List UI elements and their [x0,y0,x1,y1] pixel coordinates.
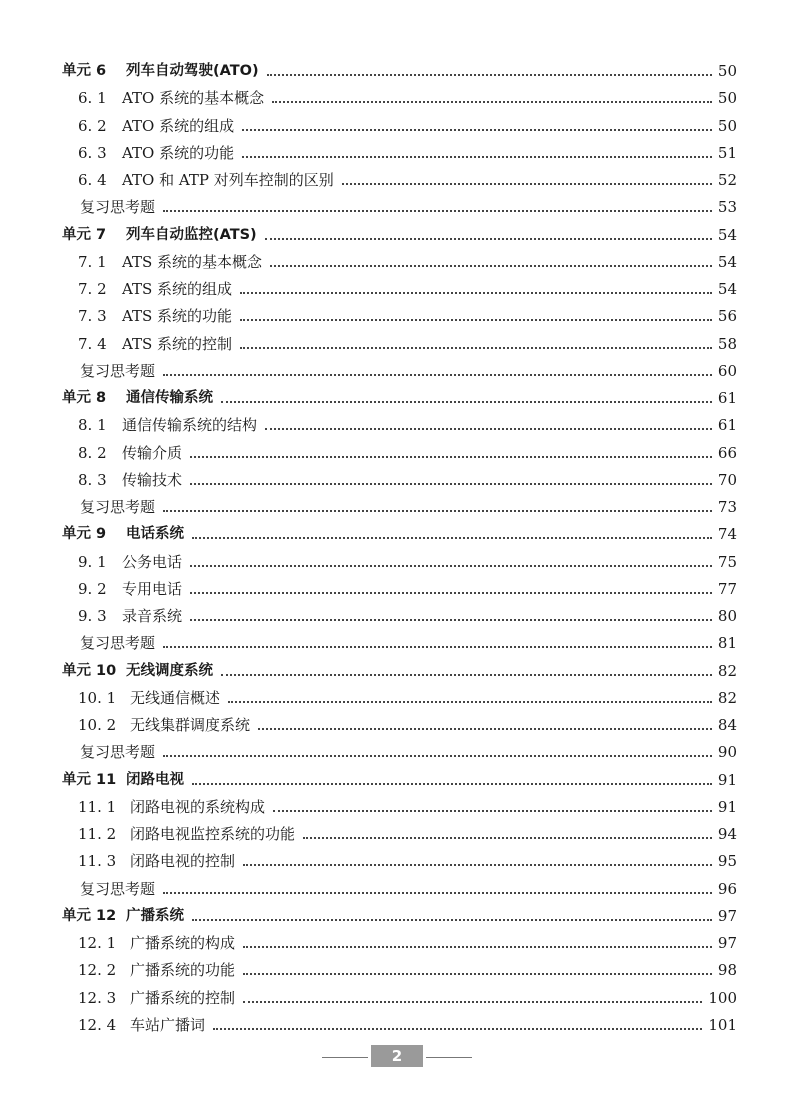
toc-entry-title: 广播系统的控制 [130,988,236,1007]
toc-entry-title: 传输技术 [122,470,183,489]
toc-entry-label [62,385,213,412]
dot-leader [163,510,712,512]
toc-section-row [0,957,790,984]
toc-entry-number: 9. 2 [78,579,107,598]
dot-leader [190,456,712,458]
toc-entry-number: 6. 2 [78,116,107,135]
toc-unit-row [0,58,790,85]
toc-entry-title: 广播系统 [126,907,184,924]
toc-review-row [0,194,790,221]
toc-entry-label [80,494,155,521]
toc-entry-label [78,303,232,330]
dot-leader [240,347,712,349]
toc-section-row [0,930,790,957]
toc-entry-label [78,930,235,957]
toc-entry-title: 无线调度系统 [126,662,213,679]
toc-entry-page: 77 [717,579,737,598]
dot-leader [303,837,712,839]
toc-entry-label [78,985,235,1012]
toc-entry-label [80,876,155,903]
toc-review-row [0,739,790,766]
toc-unit-row [0,658,790,685]
dot-leader [265,428,712,430]
toc-entry-label [78,576,182,603]
page-number-badge: 2 [371,1045,423,1067]
toc-unit-row [0,521,790,548]
toc-entry-title: 闭路电视 [126,771,184,788]
toc-entry-label [78,249,262,276]
toc-entry-number: 10. 1 [78,688,117,707]
dot-leader [242,129,712,131]
toc-section-row [0,848,790,875]
toc-entry-label [80,358,155,385]
dot-leader [221,674,712,676]
toc-section-row [0,440,790,467]
toc-entry-label [80,739,155,766]
toc-entry-label [62,521,184,548]
toc-entry-page: 98 [717,961,737,980]
dot-leader [190,619,712,621]
toc-entry-page: 80 [717,607,737,625]
dot-leader [243,973,712,975]
toc-entry-number: 单元 9 [62,526,107,543]
toc-section-row [0,821,790,848]
toc-entry-label [78,276,232,303]
toc-entry-title: 复习思考题 [80,361,156,380]
dot-leader [190,565,712,567]
toc-section-row [0,985,790,1012]
toc-section-row [0,412,790,439]
toc-entry-page: 54 [717,252,737,271]
toc-entry-number: 6. 3 [78,143,107,162]
toc-entry-title: ATO 系统的基本概念 [122,89,265,108]
toc-entry-page: 56 [717,307,737,326]
toc-entry-label [62,903,184,930]
dot-leader [243,946,712,948]
dot-leader [192,783,712,785]
toc-entry-label [78,167,334,194]
toc-entry-label [62,222,257,249]
footer-line-right [426,1057,472,1058]
toc-entry-label [62,58,259,85]
page-footer [0,1045,790,1069]
toc-entry-number: 12. 1 [78,934,117,952]
toc-entry-number: 7. 3 [78,307,107,326]
toc-entry-number: 单元 12 [62,907,117,924]
toc-entry-page: 52 [717,171,737,189]
toc-entry-number: 11. 1 [78,797,117,816]
toc-entry-number: 8. 3 [78,470,107,489]
toc-entry-page: 54 [717,225,737,244]
toc-entry-page: 100 [708,988,737,1007]
toc-entry-page: 90 [717,743,737,762]
toc-entry-number: 9. 1 [78,552,107,571]
toc-entry-label [78,821,295,848]
toc-entry-page: 53 [717,198,737,217]
toc-entry-page: 61 [717,416,737,435]
toc-entry-title: 列车自动驾驶(ATO) [126,63,259,79]
dot-leader [163,755,712,757]
dot-leader [192,919,712,921]
toc-section-row [0,276,790,303]
toc-entry-label [80,194,155,221]
toc-entry-label [78,685,220,712]
toc-review-row [0,630,790,657]
dot-leader [270,265,712,267]
toc-entry-page: 70 [717,470,737,489]
toc-review-row [0,494,790,521]
toc-entry-title: 复习思考题 [80,743,156,762]
toc-entry-page: 66 [717,443,737,462]
toc-entry-page: 50 [717,116,737,135]
toc-entry-label [78,794,265,821]
toc-entry-page: 60 [717,361,737,380]
toc-entry-page: 96 [717,879,737,898]
toc-entry-label [62,767,184,794]
toc-unit-row [0,903,790,930]
toc-entry-number: 8. 1 [78,416,107,435]
dot-leader [221,401,712,403]
dot-leader [265,238,712,240]
toc-entry-title: ATO 和 ATP 对列车控制的区别 [122,171,334,189]
toc-section-row [0,712,790,739]
toc-section-row [0,85,790,112]
toc-entry-page: 91 [717,770,737,789]
toc-entry-title: 录音系统 [122,607,183,625]
toc-entry-title: 闭路电视的控制 [130,852,236,871]
toc-entry-page: 84 [717,716,737,734]
toc-section-row [0,167,790,194]
toc-entry-label [78,113,234,140]
toc-unit-row [0,385,790,412]
toc-entry-number: 12. 2 [78,961,117,980]
toc-entry-title: 车站广播词 [130,1015,206,1034]
toc-entry-number: 单元 10 [62,662,117,679]
toc-entry-title: 闭路电视的系统构成 [130,797,266,816]
toc-entry-page: 54 [717,280,737,298]
toc-entry-page: 82 [717,661,737,680]
toc-entry-number: 7. 1 [78,252,107,271]
toc-entry-label [78,331,232,358]
toc-section-row [0,303,790,330]
dot-leader [342,183,712,185]
toc-entry-title: 公务电话 [122,552,183,571]
toc-entry-number: 6. 4 [78,171,107,189]
toc-section-row [0,603,790,630]
toc-entry-label [78,85,264,112]
toc-entry-page: 73 [717,498,737,516]
toc-entry-number: 11. 2 [78,825,117,843]
toc-entry-label [78,549,182,576]
dot-leader [242,156,712,158]
toc-entry-page: 95 [717,852,737,871]
toc-section-row [0,794,790,821]
toc-section-row [0,549,790,576]
toc-entry-number: 8. 2 [78,443,107,462]
toc-entry-title: 复习思考题 [80,879,156,898]
toc-entry-number: 单元 11 [62,771,117,788]
toc-entry-title: 无线通信概述 [130,688,221,707]
toc-entry-title: 复习思考题 [80,634,156,653]
toc-entry-label [78,140,234,167]
toc-entry-title: 通信传输系统的结构 [122,416,258,435]
toc-entry-page: 50 [717,62,737,80]
toc-unit-row [0,767,790,794]
dot-leader [192,537,712,539]
toc-entry-title: 专用电话 [122,579,183,598]
toc-section-row [0,467,790,494]
toc-entry-number: 9. 3 [78,607,107,625]
toc-entry-page: 61 [717,389,737,407]
dot-leader [243,864,712,866]
toc-entry-title: 广播系统的功能 [130,961,236,980]
toc-entry-title: 复习思考题 [80,198,156,217]
dot-leader [190,483,712,485]
dot-leader [163,210,712,212]
dot-leader [240,292,712,294]
toc-entry-label [78,848,235,875]
toc-entry-page: 101 [708,1015,737,1034]
toc-review-row [0,358,790,385]
toc-section-row [0,576,790,603]
toc-entry-label [62,658,213,685]
toc-entry-title: ATS 系统的功能 [122,307,233,326]
toc-entry-title: ATS 系统的控制 [122,334,233,353]
toc-entry-number: 10. 2 [78,716,117,734]
toc-entry-number: 单元 7 [62,226,107,243]
toc-entry-page: 82 [717,688,737,707]
toc-entry-title: 复习思考题 [80,498,156,516]
toc-entry-label [78,440,182,467]
toc-entry-label [78,603,182,630]
dot-leader [267,74,712,76]
toc-entry-page: 51 [717,143,737,162]
toc-section-row [0,113,790,140]
toc-entry-title: 广播系统的构成 [130,934,236,952]
toc-entry-label [78,957,235,984]
toc-entry-number: 单元 6 [62,63,107,79]
toc-section-row [0,331,790,358]
toc-entry-page: 97 [717,934,737,952]
footer-line-left [322,1057,368,1058]
toc-entry-number: 7. 2 [78,280,107,298]
toc-entry-page: 94 [717,825,737,843]
dot-leader [273,810,712,812]
toc-entry-page: 91 [717,797,737,816]
toc-entry-title: ATO 系统的功能 [122,143,235,162]
toc-section-row [0,140,790,167]
toc-entry-number: 12. 3 [78,988,117,1007]
toc-entry-number: 12. 4 [78,1015,117,1034]
toc-entry-title: ATS 系统的基本概念 [122,252,263,271]
toc-entry-page: 58 [717,334,737,353]
toc-entry-label [78,467,182,494]
toc-entry-title: 电话系统 [126,526,184,543]
toc-entry-label [80,630,155,657]
toc-section-row [0,1012,790,1039]
dot-leader [163,892,712,894]
toc-entry-label [78,712,250,739]
toc-entry-page: 50 [717,89,737,108]
toc-section-row [0,685,790,712]
toc-entry-title: ATS 系统的组成 [122,280,233,298]
toc-entry-number: 11. 3 [78,852,117,871]
toc-entry-page: 81 [717,634,737,653]
toc-entry-number: 单元 8 [62,390,107,406]
dot-leader [240,319,712,321]
toc-entry-page: 74 [717,525,737,544]
toc-entry-label [78,1012,205,1039]
toc-entry-number: 7. 4 [78,334,107,353]
dot-leader [228,701,712,703]
dot-leader [258,728,712,730]
toc-entry-title: 通信传输系统 [126,390,213,406]
toc-entry-title: 无线集群调度系统 [130,716,251,734]
toc-entry-title: 列车自动监控(ATS) [126,226,257,243]
toc-entry-number: 6. 1 [78,89,107,108]
toc-entry-page: 97 [717,906,737,925]
dot-leader [190,592,712,594]
toc-entry-title: 传输介质 [122,443,183,462]
toc-entry-title: 闭路电视监控系统的功能 [130,825,296,843]
dot-leader [243,1001,702,1003]
toc-entry-page: 75 [717,552,737,571]
toc-review-row [0,876,790,903]
toc-entry-title: ATO 系统的组成 [122,116,235,135]
toc-entry-label [78,412,257,439]
dot-leader [272,101,712,103]
dot-leader [213,1028,702,1030]
dot-leader [163,374,712,376]
toc-section-row [0,249,790,276]
toc-unit-row [0,222,790,249]
dot-leader [163,646,712,648]
